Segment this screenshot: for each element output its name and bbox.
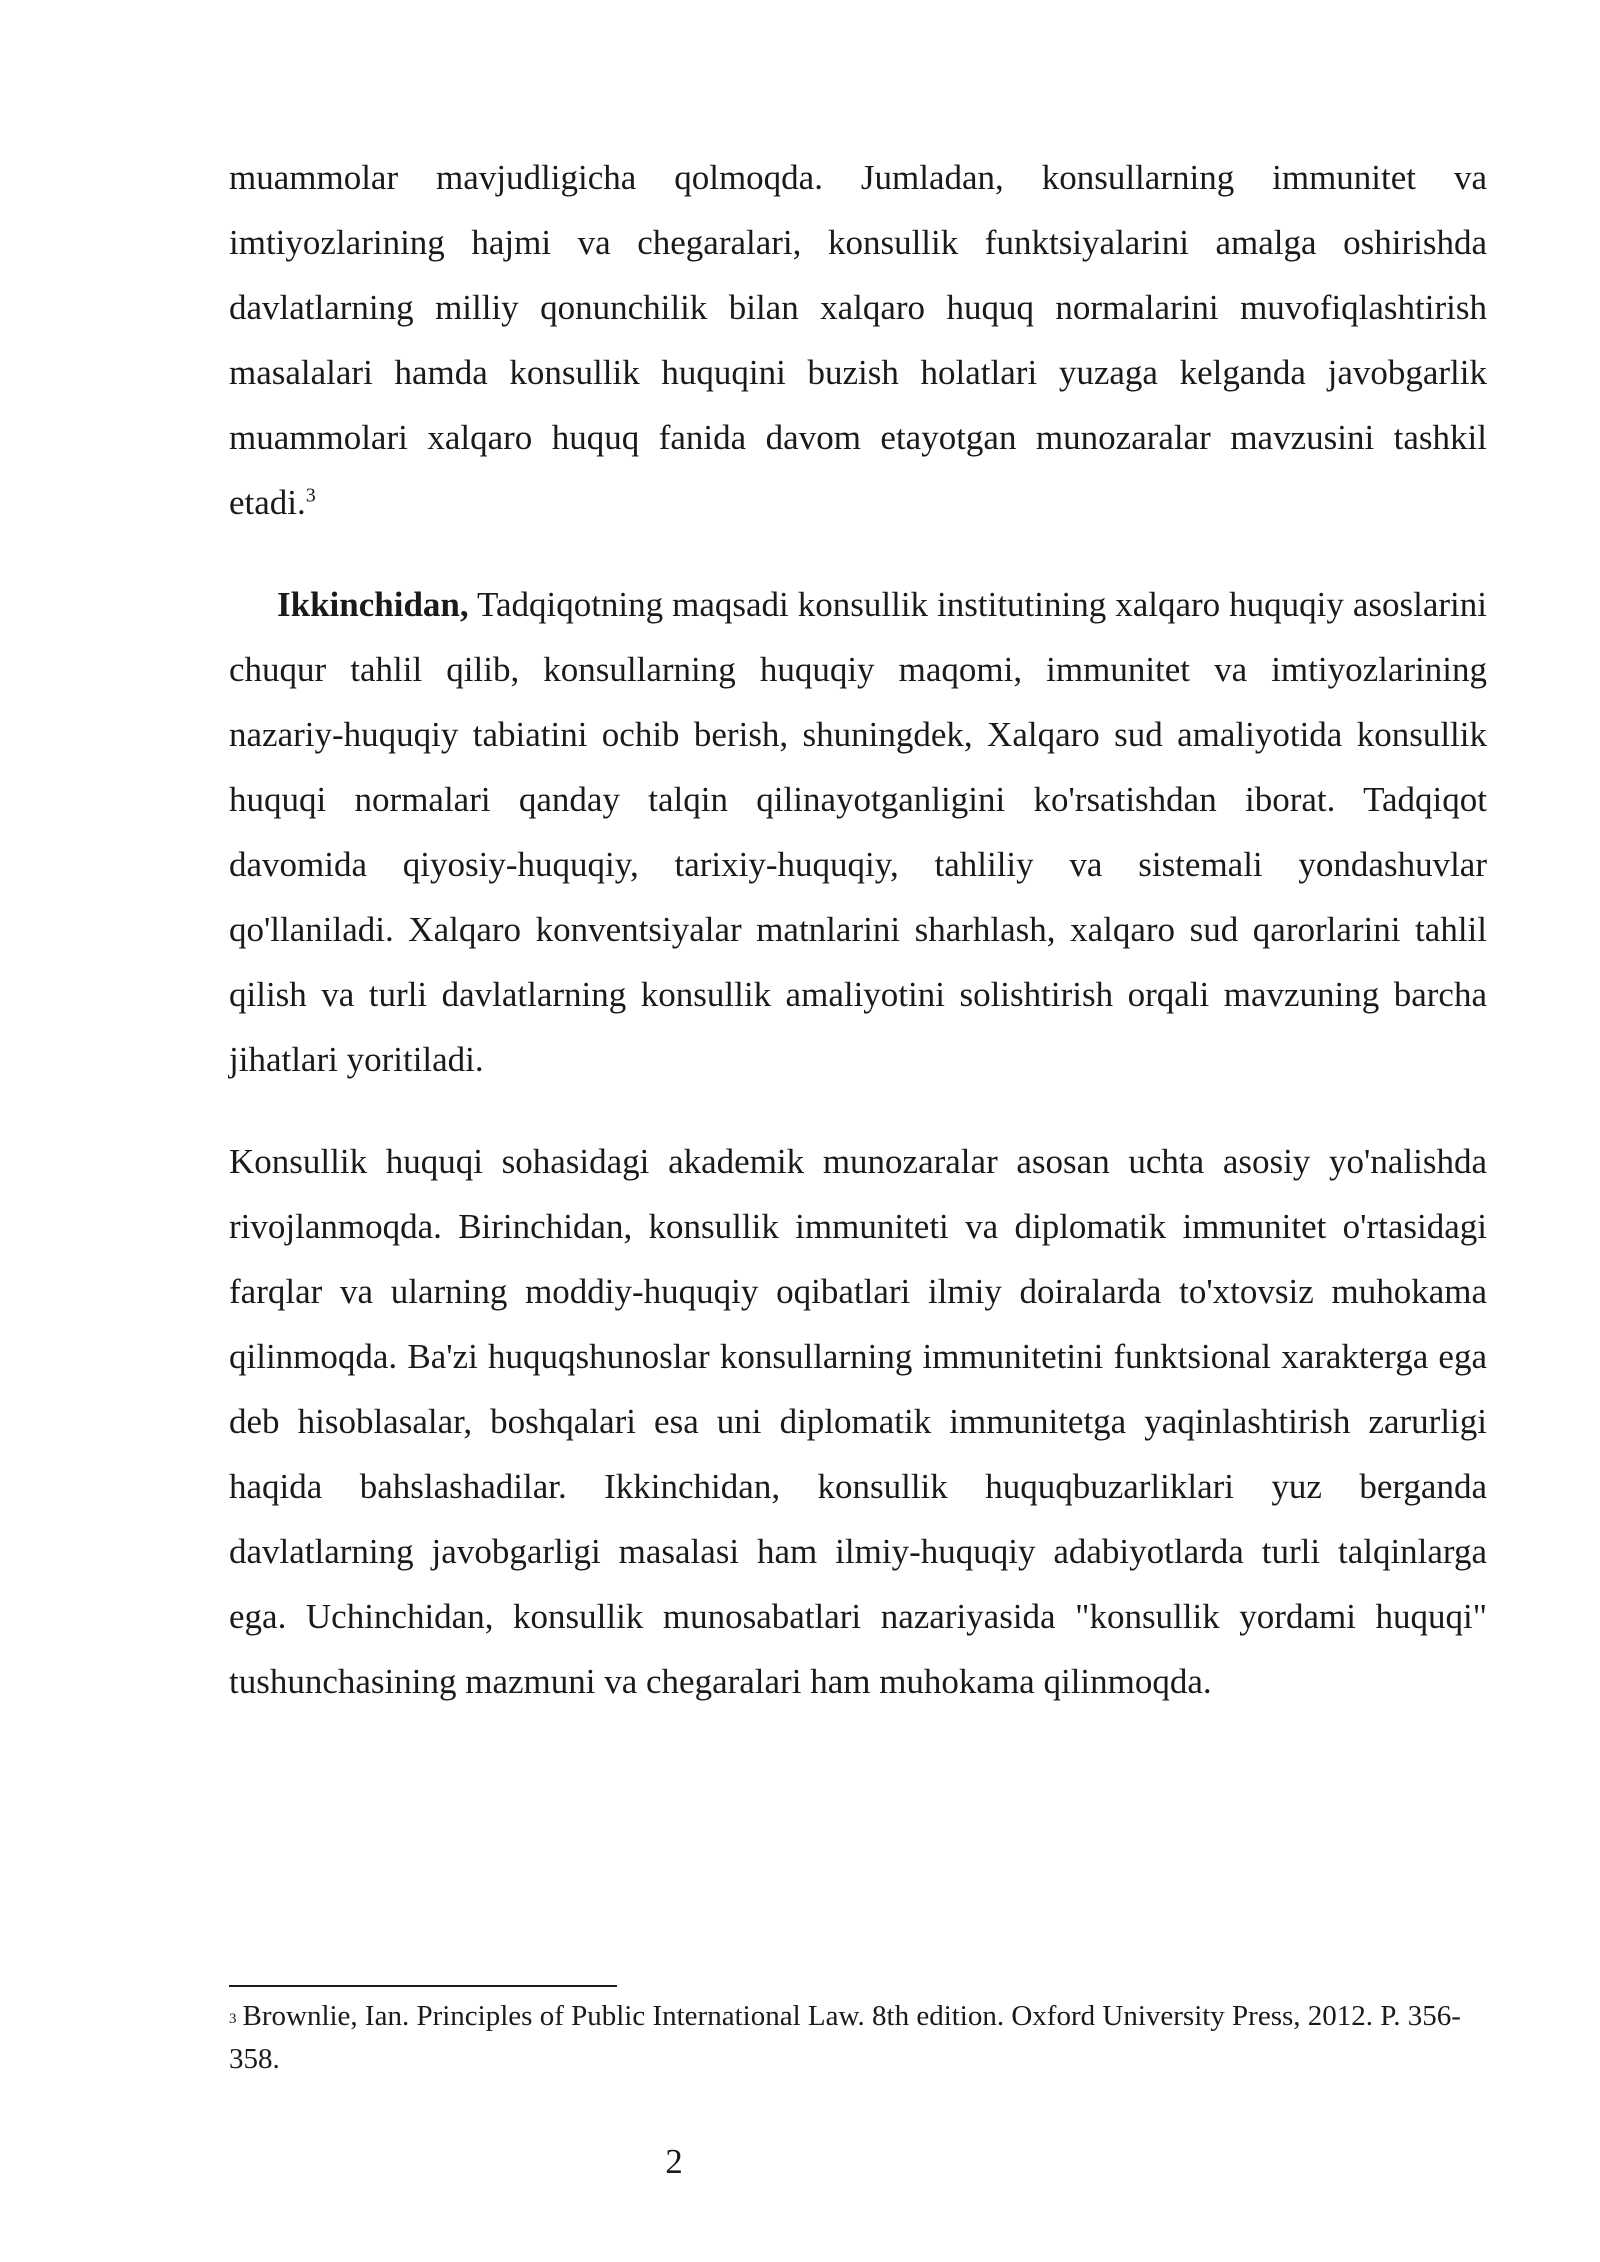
footnote [229, 1997, 1487, 2078]
footnote-separator [229, 1985, 617, 1987]
footnote-mark: 3 [229, 2011, 237, 2027]
paragraph-3-text: Konsullik huquqi sohasidagi akademik munozaralar asosan uchta asosiy yo'nalishda rivojlanmoqda. Birinchidan, konsullik immuniteti va diplomatik immunitet o'rtasidagi farqlar va ularning moddiy-huquqiy oqibatlari ilmiy doiralarda to'xtovsiz muhokama qilinmoqda. Ba'zi huquqshunoslar konsullarning immunitetini funktsional xarakterga ega deb hisoblasalar, boshqalari esa uni diplomatik immunitetga yaqinlashtirish zarurligi haqida bahslashadilar. Ikkinchidan, konsullik huquqbuzarliklari yuz berganda davlatlarning javobgarligi masalasi ham ilmiy-huquqiy adabiyotlarda turli talqinlarga ega. Uchinchidan, konsullik munosabatlari nazariyasida "konsullik yordami huquqi" tushunchasining mazmuni va chegaralari ham muhokama qilinmoqda. [229, 1142, 1487, 1701]
paragraph-2 [229, 572, 1487, 1092]
footnote-text: Brownlie, Ian. Principles of Public International Law. 8th edition. Oxford University Press, 2012. P. 356-358. [229, 2000, 1461, 2075]
paragraph-1-text: muammolar mavjudligicha qolmoqda. Jumladan, konsullarning immunitet va imtiyozlarining hajmi va chegaralari, konsullik funktsiyalarini amalga oshirishda davlatlarning milliy qonunchilik bilan xalqaro huquq normalarini muvofiqlashtirish masalalari hamda konsullik huquqini buzish holatlari yuzaga kelganda javobgarlik muammolari xalqaro huquq fanida davom etayotgan munozaralar mavzusini tashkil etadi. [229, 158, 1487, 522]
footnote-reference: 3 [305, 484, 316, 507]
paragraph-1 [229, 145, 1487, 535]
body-text [229, 145, 1487, 1714]
paragraph-2-lead: Ikkinchidan, [277, 585, 469, 624]
paragraph-2-text: Tadqiqotning maqsadi konsullik institutining xalqaro huquqiy asoslarini chuqur tahlil qilib, konsullarning huquqiy maqomi, immunitet va imtiyozlarining nazariy-huquqiy tabiatini ochib berish, shuningdek, Xalqaro sud amaliyotida konsullik huquqi normalari qanday talqin qilinayotganligini ko'rsatishdan iborat. Tadqiqot davomida qiyosiy-huquqiy, tarixiy-huquqiy, tahliliy va sistemali yondashuvlar qo'llaniladi. Xalqaro konventsiyalar matnlarini sharhlash, xalqaro sud qarorlarini tahlil qilish va turli davlatlarning konsullik amaliyotini solishtirish orqali mavzuning barcha jihatlari yoritiladi. [229, 585, 1487, 1079]
page-number: 2 [665, 2142, 683, 2181]
paragraph-3 [229, 1129, 1487, 1714]
